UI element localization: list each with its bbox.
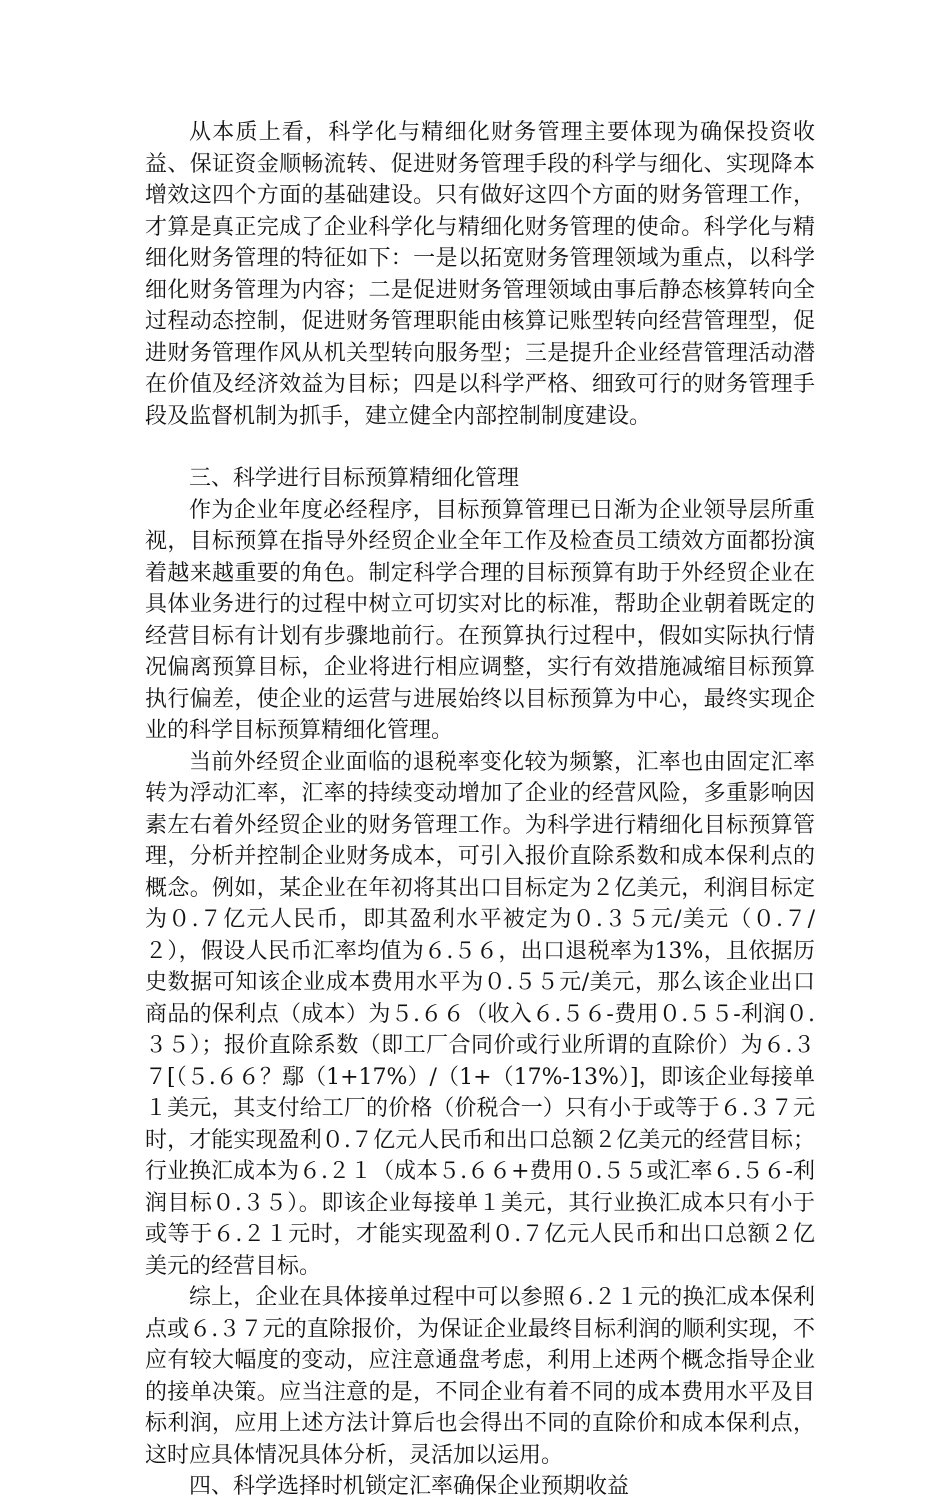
paragraph-exchange-example: 当前外经贸企业面临的退税率变化较为频繁，汇率也由固定汇率转为浮动汇率，汇率的持续变动增加了企业的经营风险，多重影响因素左右着外经贸企业的财务管理工作。为科学进行精细化目标预算管理，分析并控制企业财务成本，可引入报价直除系数和成本保利点的概念。例如，某企业在年初将其出口目标定为２亿美元，利润目标定为０.７亿元人民币，即其盈利水平被定为０.３５元/美元（０.７/２），假设人民币汇率均值为６.５６，出口退税率为13%，且依据历史数据可知该企业成本费用水平为０.５５元/美元，那么该企业出口商品的保利点（成本）为５.６６（收入６.５６-费用０.５５-利润０.３５）；报价直除系数（即工厂合同价或行业所谓的直除价）为６.３７[（５.６６？鄢（1+17%）/（1+（17%-13%）]，即该企业每接单１美元，其支付给工厂的价格（价税合一）只有小于或等于６.３７元时，才能实现盈利０.７亿元人民币和出口总额２亿美元的经营目标；行业换汇成本为６.２１（成本５.６６+费用０.５５或汇率６.５６-利润目标０.３５）。即该企业每接单１美元，其行业换汇成本只有小于或等于６.２１元时，才能实现盈利０.７亿元人民币和出口总额２亿美元的经营目标。	[145, 749, 815, 1279]
paragraph-summary: 综上，企业在具体接单过程中可以参照６.２１元的换汇成本保利点或６.３７元的直除报价，为保证企业最终目标利润的顺利实现，不应有较大幅度的变动，应注意通盘考虑，利用上述两个概念指导企业的接单决策。应当注意的是，不同企业有着不同的成本费用水平及目标利润，应用上述方法计算后也会得出不同的直除价和成本保利点，这时应具体情况具体分析，灵活加以运用。	[145, 1285, 815, 1468]
paragraph-gap	[145, 432, 815, 463]
section-heading-3: 三、科学进行目标预算精细化管理	[189, 466, 520, 491]
paragraph-essence: 从本质上看，科学化与精细化财务管理主要体现为确保投资收益、保证资金顺畅流转、促进财务管理手段的科学与细化、实现降本增效这四个方面的基础建设。只有做好这四个方面的财务管理工作，才算是真正完成了企业科学化与精细化财务管理的使命。科学化与精细化财务管理的特征如下：一是以拓宽财务管理领域为重点，以科学细化财务管理为内容；二是促进财务管理领域由事后静态核算转向全过程动态控制，促进财务管理职能由核算记账型转向经营管理型，促进财务管理作风从机关型转向服务型；三是提升企业经营管理活动潜在价值及经济效益为目标；四是以科学严格、细致可行的财务管理手段及监督机制为抓手，建立健全内部控制制度建设。	[145, 120, 815, 429]
document-body	[145, 117, 815, 1503]
paragraph-budget-intro: 作为企业年度必经程序，目标预算管理已日渐为企业领导层所重视，目标预算在指导外经贸企业全年工作及检查员工绩效方面都扮演着越来越重要的角色。制定科学合理的目标预算有助于外经贸企业在具体业务进行的过程中树立可切实对比的标准，帮助企业朝着既定的经营目标有计划有步骤地前行。在预算执行过程中，假如实际执行情况偏离预算目标，企业将进行相应调整，实行有效措施减缩目标预算执行偏差，使企业的运营与进展始终以目标预算为中心，最终实现企业的科学目标预算精细化管理。	[145, 497, 815, 743]
section-heading-4: 四、科学选择时机锁定汇率确保企业预期收益	[189, 1474, 630, 1499]
